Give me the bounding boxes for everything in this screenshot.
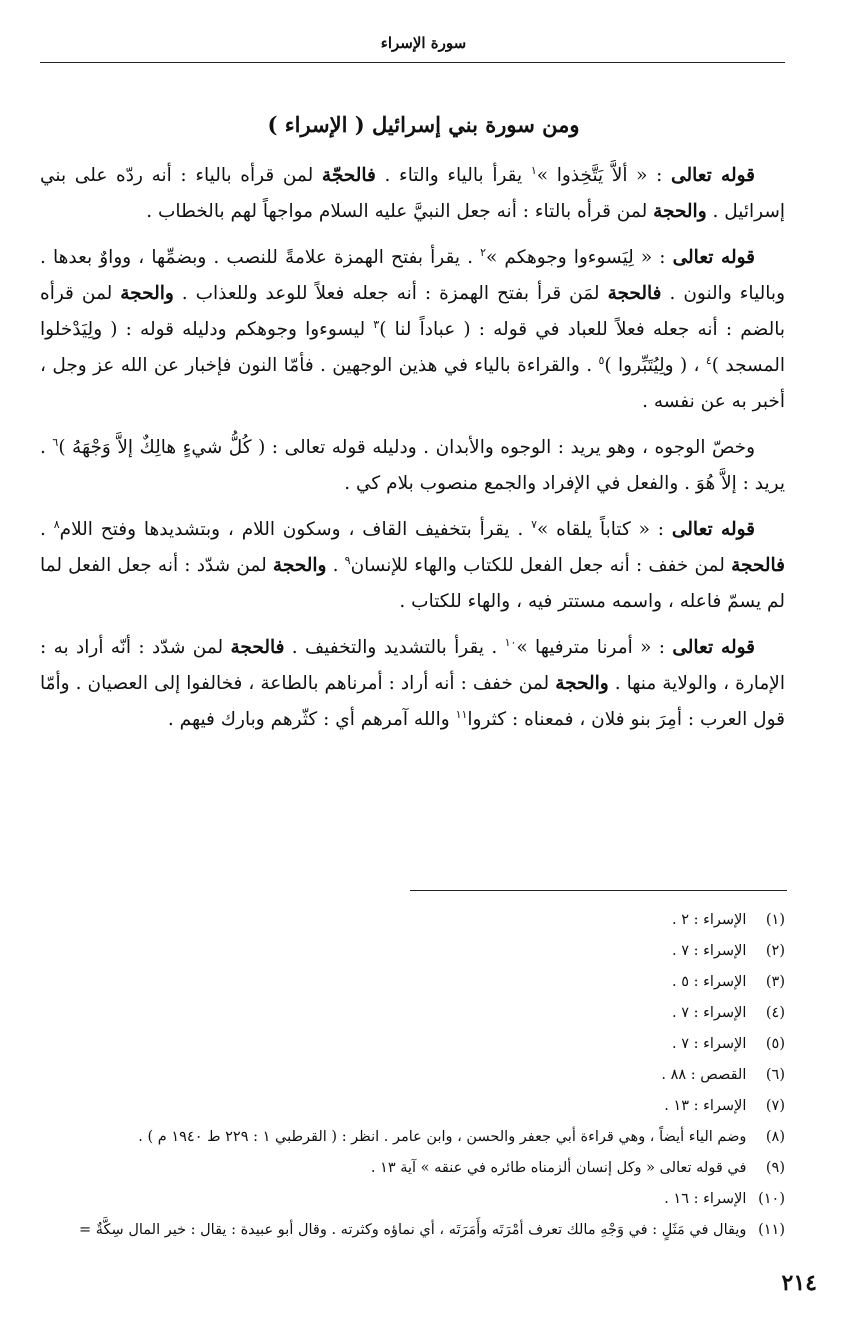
footnote-item	[40, 1184, 785, 1215]
text-run: . يقرأ بالتشديد والتخفيف .	[284, 637, 505, 658]
text-run: : « كتاباً يلقاه »	[537, 519, 672, 540]
footnote-ref: ٨	[53, 517, 60, 531]
footnote-item	[40, 905, 785, 936]
bold-term: والحجة	[555, 673, 609, 694]
bold-term: قوله تعالى	[672, 637, 755, 658]
bold-term: والحجة	[653, 201, 707, 222]
text-run: لمن خفف : أنه أراد : أمرناهم بالطاعة ، فخالفوا إلى العصيان . وأمّا قول العرب : أمِرَ بنو فلان ، فمعناه : كثروا	[40, 673, 785, 730]
paragraph	[40, 430, 785, 502]
footnote-number: (١٠)	[758, 1191, 785, 1207]
text-run: . يقرأ بتخفيف القاف ، وسكون اللام ، وبتشديدها وفتح اللام	[59, 519, 532, 540]
footnote-number: (٣)	[765, 974, 785, 990]
text-run: والله آمرهم أي : كثّرهم وبارك فيهم .	[167, 709, 456, 730]
footnote-item	[40, 1153, 785, 1184]
bold-term: قوله تعالى	[671, 519, 756, 540]
footnotes	[40, 905, 785, 1246]
footnote-item	[40, 998, 785, 1029]
footnote-text: الإسراء : ٧ .	[671, 1005, 747, 1021]
text-run: لمن شدّد : أنه جعل الفعل لما لم يسمّ فاعله ، واسمه مستتر فيه ، والهاء للكتاب .	[40, 555, 785, 612]
bold-term: فالحجة	[607, 283, 662, 304]
footnote-ref: ٥	[598, 353, 605, 367]
text-run: ليسوءوا وجوهكم ودليله قوله : ( ولِيَدْخلوا المسجد )	[40, 319, 785, 376]
bold-term: قوله تعالى	[671, 165, 755, 186]
paragraph	[40, 630, 785, 738]
text-run: : « ألاَّ يَتَّخِذوا »	[536, 165, 672, 186]
footnote-text: الإسراء : ١٣ .	[664, 1098, 747, 1114]
footnote-text: الإسراء : ٥ .	[671, 974, 747, 990]
footnote-rule	[410, 890, 787, 891]
footnote-ref: ٦	[52, 435, 59, 449]
footnote-ref: ٧	[531, 517, 538, 531]
text-run: لمن قرأه بالضم : أنه جعله فعلاً للعباد في قوله : ( عباداً لنا )	[40, 283, 785, 340]
header-rule	[40, 62, 785, 63]
main-text	[40, 158, 785, 748]
footnote-item	[40, 1215, 785, 1246]
footnote-item	[40, 1029, 785, 1060]
text-run: .	[40, 519, 54, 540]
text-run: وخصّ الوجوه ، وهو يريد : الوجوه والأبدان . ودليله قوله تعالى : ( كُلُّ شيءٍ هالِكٌ إلاَّ وَجْهَهُ )	[58, 437, 756, 458]
text-run: لمن قرأه بالياء : أنه ردّه على بني إسرائيل .	[40, 165, 785, 222]
footnote-ref: ٢	[480, 245, 487, 259]
text-run: .	[326, 555, 345, 576]
text-run: : « أمرنا مترفيها »	[516, 637, 673, 658]
footnote-number: (١)	[765, 912, 785, 928]
footnote-number: (٧)	[765, 1098, 785, 1114]
footnote-ref: ٩	[344, 553, 351, 567]
footnote-item	[40, 1060, 785, 1091]
paragraph	[40, 240, 785, 420]
footnote-ref: ٤	[705, 353, 712, 367]
text-run: لمن خفف : أنه جعل الفعل للكتاب والهاء للإنسان	[350, 555, 732, 576]
bold-term: والحجة	[120, 283, 174, 304]
footnote-number: (٢)	[765, 943, 785, 959]
footnote-number: (١١)	[758, 1222, 785, 1238]
footnote-number: (٨)	[765, 1129, 785, 1145]
text-run: لمن قرأه بالتاء : أنه جعل النبيَّ عليه السلام مواجهاً لهم بالخطاب .	[146, 201, 654, 222]
footnote-ref: ١٠	[504, 635, 517, 649]
footnote-item	[40, 1122, 785, 1153]
section-title: ومن سورة بني إسرائيل ( الإسراء )	[267, 112, 580, 137]
text-run: يقرأ بالياء والتاء .	[375, 165, 531, 186]
footnote-number: (٩)	[765, 1160, 785, 1176]
footnote-text: الإسراء : ٢ .	[671, 912, 747, 928]
running-head: سورة الإسراء	[380, 34, 467, 52]
bold-term: فالحجة	[230, 637, 285, 658]
footnote-number: (٥)	[765, 1036, 785, 1052]
text-run: : « لِيَسوءوا وجوهكم »	[486, 247, 673, 268]
footnote-ref: ٣	[373, 317, 380, 331]
footnote-number: (٦)	[765, 1067, 785, 1083]
footnote-item	[40, 967, 785, 998]
paragraph	[40, 512, 785, 620]
text-run: ، ( ولِيُتَبِّروا )	[604, 355, 706, 376]
footnote-ref: ١١	[455, 707, 468, 721]
footnote-text: في قوله تعالى « وكل إنسان ألزمناه طائره في عنقه » آية ١٣ .	[370, 1160, 747, 1176]
bold-term: فالحجّة	[321, 165, 376, 186]
footnote-text: الإسراء : ٧ .	[671, 1036, 747, 1052]
footnote-text: ويقال في مَثَلٍ : في وَجْهِ مالك تعرف أمْرَتَه وأَمَرَتَه ، أي نماؤه وكثرته . وقال أبو عبيدة : يقال : خير المال سِكَّةٌ =	[79, 1222, 747, 1238]
footnote-text: وضم الياء أيضاً ، وهي قراءة أبي جعفر والحسن ، وابن عامر . انظر : ( القرطبي ١ : ٢٢٩ ط ١٩٤٠ م ) .	[138, 1129, 747, 1145]
footnote-item	[40, 1091, 785, 1122]
text-run: . والقراءة بالياء في هذين الوجهين . فأمّا النون فإخبار عن الله عز وجل ، أخبر به عن نفسه .	[40, 355, 785, 412]
bold-term: فالحجة	[731, 555, 785, 576]
footnote-text: الإسراء : ١٦ .	[664, 1191, 747, 1207]
footnote-item	[40, 936, 785, 967]
footnote-ref: ١	[530, 163, 537, 177]
text-run: . يريد : إلاَّ هُوَ . والفعل في الإفراد والجمع منصوب بلام كي .	[40, 437, 785, 494]
text-run: . يقرأ بفتح الهمزة علامةً للنصب . وبضمِّها ، وواوٌ بعدها . وبالياء والنون .	[40, 247, 786, 304]
page-number: ٢١٤	[781, 1270, 817, 1296]
bold-term: والحجة	[272, 555, 327, 576]
text-run: لمن شدّد : أنّه أراد به : الإمارة ، والولاية منها .	[40, 637, 785, 694]
footnote-number: (٤)	[765, 1005, 785, 1021]
text-run: لمَن قرأ بفتح الهمزة : أنه جعله فعلاً للوعد وللعذاب .	[173, 283, 608, 304]
footnote-text: القصص : ٨٨ .	[661, 1067, 747, 1083]
bold-term: قوله تعالى	[672, 247, 756, 268]
footnote-text: الإسراء : ٧ .	[671, 943, 747, 959]
paragraph	[40, 158, 785, 230]
